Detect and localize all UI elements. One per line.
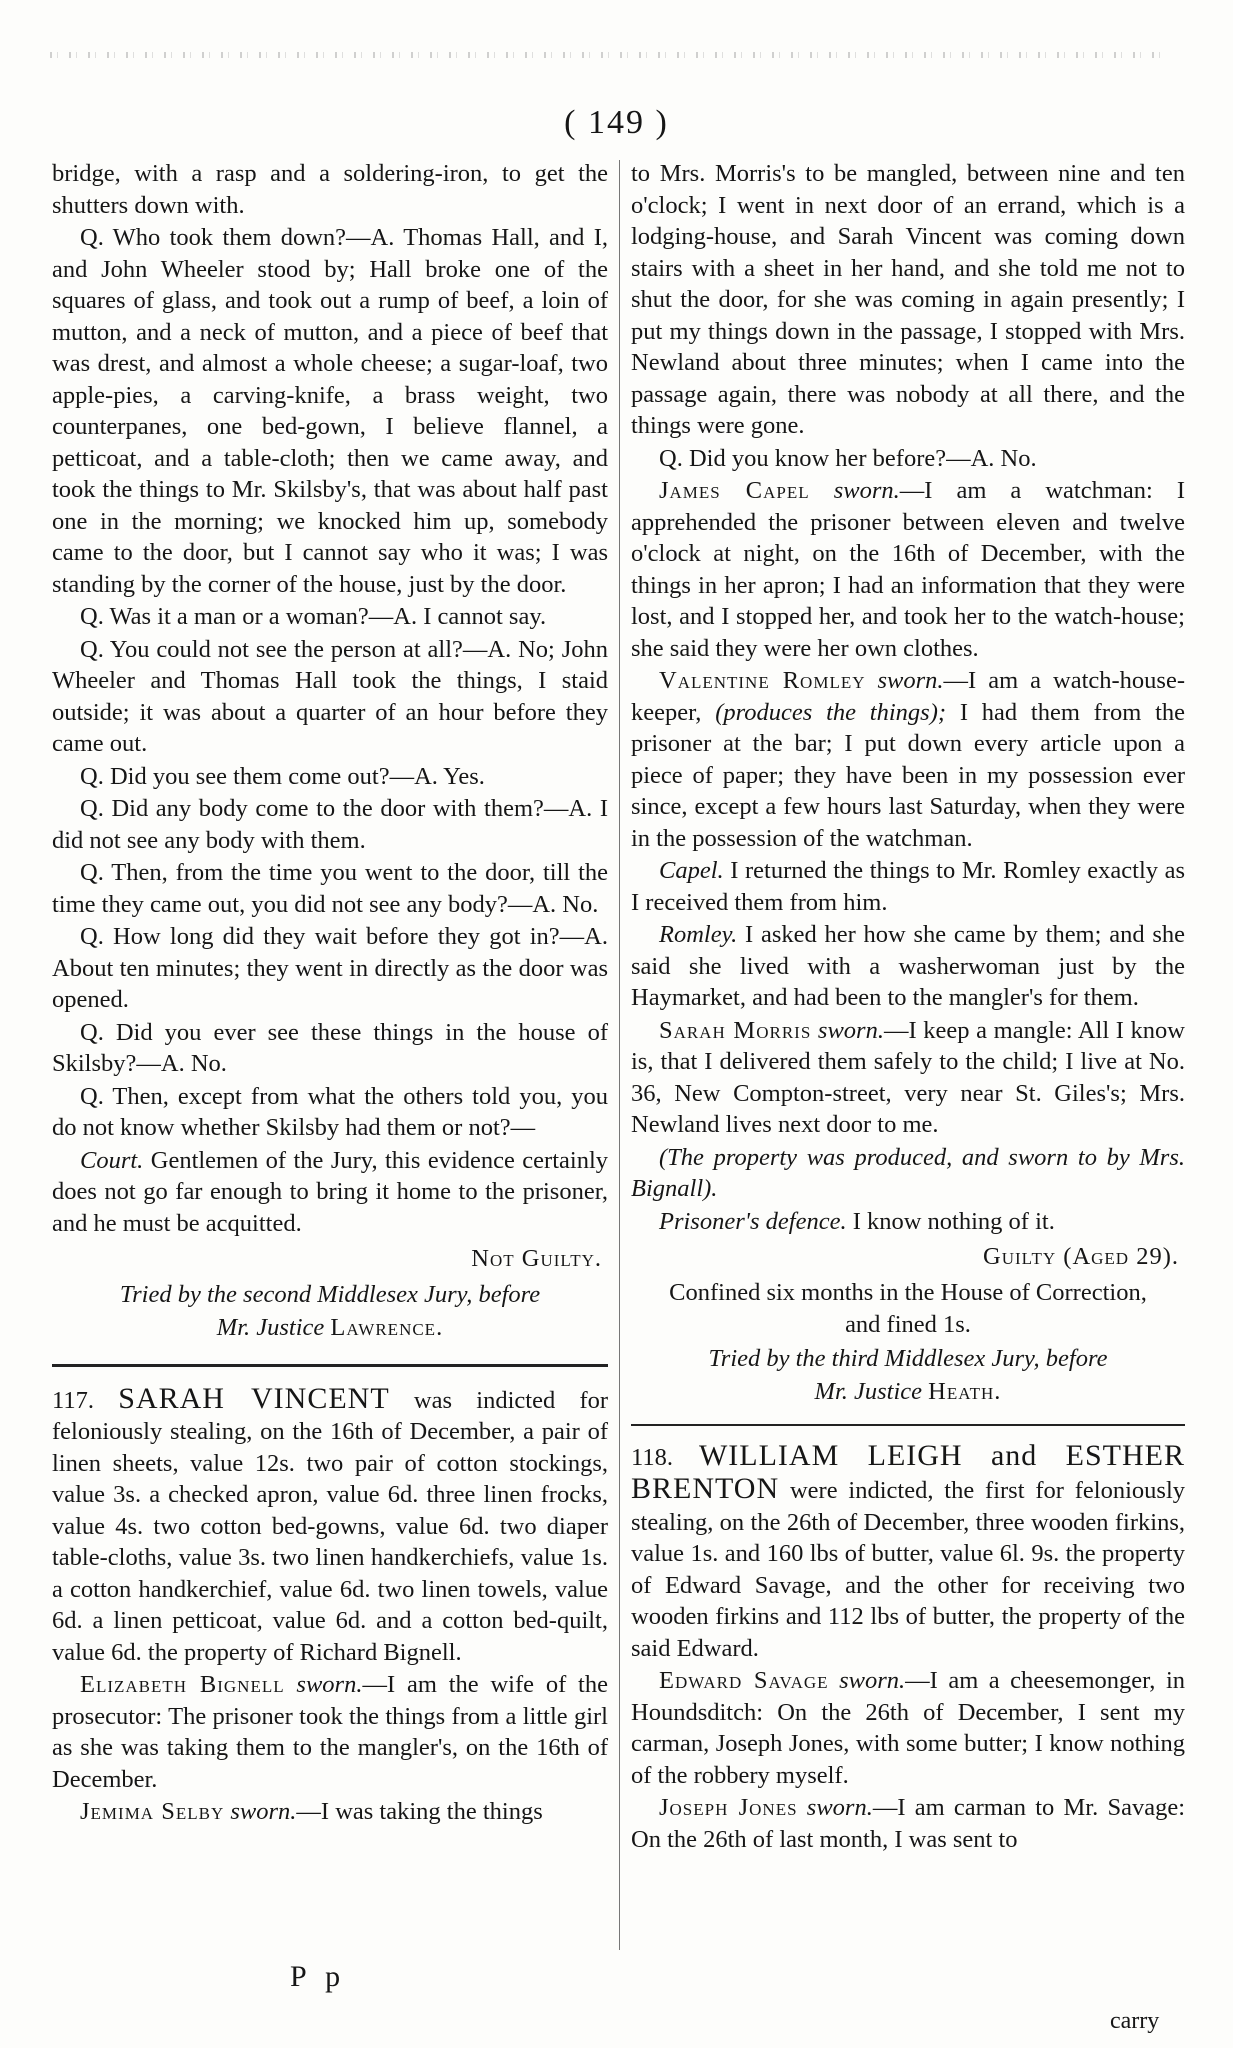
testimony-text: I had them from the prisoner at the bar; I put down every article upon a piece of paper; they have been in my possession ever since, except a few hours last Saturday, when they were in the possession of the watchman.	[631, 698, 1186, 852]
property-note: (The property was produced, and sworn to by Mrs. Bignall).	[631, 1143, 1185, 1202]
judge-name: Lawrence.	[330, 1314, 444, 1341]
verdict: Guilty (Aged 29).	[983, 1243, 1179, 1270]
verdict: Not Guilty.	[471, 1245, 602, 1272]
judge-title: Mr. Justice	[814, 1378, 923, 1405]
qa-line: Q. Did you know her before?—A. No.	[659, 444, 1037, 472]
witness-name: Jemima Selby	[80, 1798, 225, 1825]
defence-statement	[631, 1206, 1185, 1238]
witness-name: James Capel	[659, 477, 810, 504]
sworn-label: sworn.	[877, 667, 944, 694]
witness-name: Valentine Romley	[659, 667, 866, 694]
continuation-text: bridge, with a rasp and a soldering-iron, to get the shutters down with.	[52, 160, 608, 219]
testimony-text: —I am the wife of the prosecutor: The prisoner took the things from a little girl as she was taking them to the mangler's, on the 16th of December.	[52, 1671, 608, 1793]
speaker-label: Capel.	[659, 857, 724, 884]
witness-name: Edward Savage	[659, 1667, 829, 1694]
testimony-text: —I am a cheesemonger, in Houndsditch: On the 26th of December, I sent my carman, Joseph Jones, with some butter; I know nothing of the robbery myself.	[631, 1667, 1186, 1789]
case-heading	[631, 1440, 1185, 1665]
testimony-text: —I am carman to Mr. Savage: On the 26th of last month, I was sent to	[631, 1794, 1185, 1853]
right-column	[631, 158, 1185, 1856]
speaker-statement	[631, 919, 1185, 1014]
qa-line: Q. Did you see them come out?—A. Yes.	[80, 762, 485, 790]
testimony-text: —I am a watchman: I apprehended the prisoner between eleven and twelve o'clock at night, on the 16th of December, with the things in her apron; I had an information that they were lost, and I stopped her, and took her to the watch-house; she said they were her own clothes.	[631, 477, 1186, 662]
witness-testimony	[631, 1015, 1185, 1141]
page-number: ( 149 )	[564, 104, 669, 141]
qa-line: Q. How long did they wait before they got in?—A. About ten minutes; they went in directly as the door was opened.	[52, 923, 608, 1013]
case-heading	[52, 1383, 608, 1669]
witness-testimony	[631, 1792, 1185, 1855]
witness-testimony	[631, 665, 1185, 854]
witness-testimony	[52, 1796, 608, 1828]
sworn-label: sworn.	[230, 1798, 297, 1825]
witness-testimony	[631, 1665, 1185, 1791]
indictment-text: were indicted, the first for feloniously stealing, on the 26th of December, three wooden firkins, value 1s. and 160 lbs of butter, value 6l. 9s. the property of Edward Savage, and the other for receiving two wooden firkins and 112 lbs of butter, the property of the said Edward.	[631, 1477, 1185, 1662]
scan-noise-strip	[50, 52, 1170, 58]
sworn-label: sworn.	[839, 1667, 906, 1694]
continuation-text: to Mrs. Morris's to be mangled, between nine and ten o'clock; I went in next door of an errand, which is a lodging-house, and Sarah Vincent was coming down stairs with a sheet in her hand, and she told me not to shut the door, for she was coming in again presently; I put my things down in the passage, I stopped with Mrs. Newland about three minutes; when I came into the passage again, there was nobody at all there, and the things were gone.	[631, 160, 1185, 439]
speaker-statement	[631, 855, 1185, 918]
left-column	[52, 158, 608, 1829]
statement-text: I asked her how she came by them; and she said she lived with a washerwoman just by the Haymarket, and had been to the mangler's for them.	[631, 921, 1185, 1011]
qa-line: Q. Then, except from what the others told you, you do not know whether Skilsby had them or not?—	[52, 1082, 608, 1141]
qa-line: Q. Did you ever see these things in the house of Skilsby?—A. No.	[52, 1018, 608, 1077]
qa-line: Q. You could not see the person at all?—A. No; John Wheeler and Thomas Hall took the things, I staid outside; it was about a quarter of an hour before they came out.	[52, 635, 608, 757]
witness-name: Elizabeth Bignell	[80, 1671, 285, 1698]
indictment-text: was indicted for feloniously stealing, on the 16th of December, a pair of linen sheets, value 12s. two pair of cotton stockings, value 3s. a checked apron, value 6d. three linen frocks, value 4s. two cotton bed-gowns, value 6d. two diaper table-cloths, value 3s. two linen handkerchiefs, value 1s. a cotton handkerchief, value 6d. two linen towels, value 6d. a linen petticoat, value 6d. and a cotton bed-quilt, value 6d. the property of Richard Bignell.	[52, 1386, 609, 1666]
court-statement	[52, 1145, 608, 1240]
witness-testimony	[52, 1669, 608, 1795]
speaker-label: Court.	[80, 1146, 144, 1174]
sentence-line: and fined 1s.	[845, 1311, 971, 1338]
testimony-text: —I was taking the things	[296, 1798, 543, 1825]
sworn-label: sworn.	[817, 1016, 884, 1044]
case-number: 117.	[52, 1386, 94, 1414]
sentence-line: Confined six months in the House of Correction,	[669, 1278, 1147, 1306]
witness-testimony	[631, 475, 1185, 664]
section-rule	[631, 1424, 1185, 1426]
jury-line: Tried by the second Middlesex Jury, before	[119, 1280, 541, 1308]
case-number: 118.	[631, 1443, 673, 1471]
stage-note: (produces the things);	[715, 698, 947, 726]
qa-line: Q. Who took them down?—A. Thomas Hall, and I, and John Wheeler stood by; Hall broke one of the squares of glass, and took out a rump of beef, a loin of mutton, and a neck of mutton, and a piece of beef that was drest, and almost a whole cheese; a sugar-loaf, two apple-pies, a carving-knife, a brass weight, two counterpanes, one bed-gown, I believe flannel, a petticoat, and a table-cloth; then we came away, and took the things to Mr. Skilsby's, that was about half past one in the morning; we knocked him up, somebody came to the door, but I cannot say who it was; I was standing by the corner of the house, just by the door.	[52, 224, 608, 598]
statement-text: I returned the things to Mr. Romley exactly as I received them from him.	[631, 857, 1186, 916]
witness-name: Sarah Morris	[659, 1016, 812, 1044]
signature-mark: P p	[290, 1960, 347, 1993]
judge-line	[52, 1312, 608, 1344]
witness-name: Joseph Jones	[659, 1794, 798, 1821]
qa-line: Q. Did any body come to the door with them?—A. I did not see any body with them.	[52, 795, 608, 854]
judge-title: Mr. Justice	[216, 1314, 325, 1341]
statement-text: I know nothing of it.	[852, 1207, 1055, 1235]
jury-line: Tried by the third Middlesex Jury, before	[708, 1344, 1108, 1372]
judge-name: Heath.	[928, 1378, 1002, 1405]
column-divider	[619, 160, 620, 1950]
catchword: carry	[1110, 2008, 1160, 2034]
sworn-label: sworn.	[806, 1794, 873, 1821]
speaker-label: Prisoner's defence.	[659, 1207, 847, 1235]
testimony-text: —I keep a mangle: All I know is, that I delivered them safely to the child; I live at No. 36, New Compton-street, very near St. Giles's; Mrs. Newland lives next door to me.	[631, 1016, 1185, 1138]
sworn-label: sworn.	[296, 1671, 363, 1698]
sworn-label: sworn.	[833, 477, 900, 504]
qa-line: Q. Was it a man or a woman?—A. I cannot say.	[80, 603, 547, 630]
defendant-name: SARAH VINCENT	[118, 1381, 390, 1415]
section-rule	[52, 1364, 608, 1367]
defendant-name: WILLIAM LEIGH and ESTHER BRENTON	[631, 1438, 1185, 1505]
statement-text: Gentlemen of the Jury, this evidence certainly does not go far enough to bring it home to the prisoner, and he must be acquitted.	[52, 1146, 609, 1237]
speaker-label: Romley.	[659, 921, 738, 948]
testimony-text: —I am a watch-house-keeper,	[631, 667, 1185, 726]
judge-line	[631, 1376, 1185, 1408]
qa-line: Q. Then, from the time you went to the door, till the time they came out, you did not see any body?—A. No.	[52, 859, 608, 918]
